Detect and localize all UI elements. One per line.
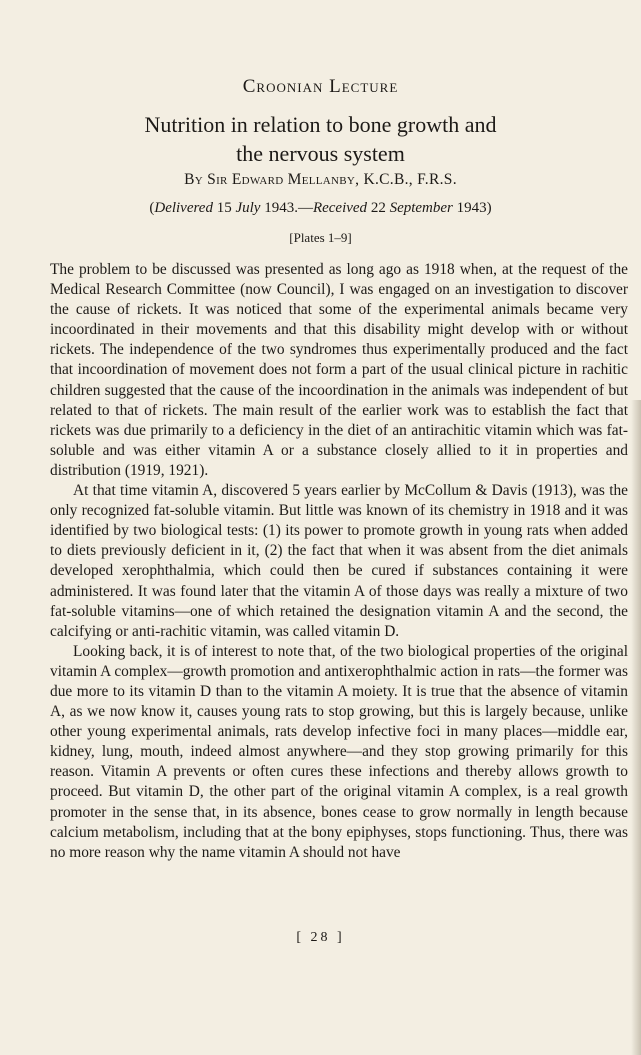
page-number: [ 28 ] — [296, 930, 345, 945]
body-paragraph-2: At that time vitamin A, discovered 5 years earlier by McCollum & Davis (1913), was the only recognized fat-soluble vitamin. But little was known of its chemistry in 1918 and it was identified by two biological tests: (1) its power to promote growth in young rats when added to diets previously deficient in it, (2) the fact that when it was absent from the diet animals developed xerophthalmia, which could then be cured if substances containing it were administered. It was found later that the vitamin A of those days was really a mixture of two fat-soluble vitamins—one of which retained the designation vitamin A and the second, the calcifying or anti-rachitic vitamin, was called vitamin D. — [50, 482, 628, 640]
body-paragraph-1: The problem to be discussed was presented as long ago as 1918 when, at the request of the Medical Research Committee (now Council), I was engaged on an investigation to discover the cause of rickets. It was noticed that some of the experimental animals became very incoordinated in their movements and that this disability might develop with or without rickets. The independence of the two syndromes thus experimentally produced and the fact that incoordination of movement does not form a part of the usual clinical picture in rachitic children suggested that the cause of the incoordination in the animals was independent of but related to that of rickets. The main result of the earlier work was to establish the fact that rickets was due primarily to a deficiency in the diet of an antirachitic vitamin which was fat-soluble and was either vitamin A or a substance closely allied to it in properties and distribution (1919, 1921). — [50, 261, 628, 479]
received-label: Received — [312, 200, 368, 216]
plates-note: [Plates 1–9] — [289, 230, 352, 245]
paren-open: ( — [149, 200, 155, 216]
article-body — [50, 260, 628, 863]
lecture-series-heading: Croonian Lecture — [242, 76, 399, 97]
article-title — [0, 110, 641, 168]
delivered-year: 1943.— — [260, 200, 313, 216]
article-title-line-2: the nervous system — [236, 141, 405, 166]
delivered-month: July — [235, 200, 261, 216]
delivered-day: 15 — [212, 200, 236, 216]
article-title-line-1: Nutrition in relation to bone growth and — [144, 112, 497, 137]
page-edge-shadow — [631, 400, 641, 1055]
body-paragraph-3: Looking back, it is of interest to note that, of the two biological properties of the original vitamin A complex—growth promotion and antixerophthalmic action in rats—the former was due more to its vitamin D than to the vitamin A moiety. It is true that the absence of vitamin A, as we now know it, causes young rats to stop growing, but this is largely because, unlike other young experimental animals, rats develop infective foci in many places—middle ear, kidney, lung, mouth, indeed almost anywhere—and they stop growing primarily for this reason. Vitamin A prevents or often cures these infections and thereby allows growth to proceed. But vitamin D, the other part of the original vitamin A complex, is a real growth promoter in the sense that, in its absence, bones cease to grow normally in length because calcium metabolism, including that at the bony epiphyses, stops functioning. Thus, there was no more reason why the name vitamin A should not have — [50, 642, 628, 861]
delivered-received-dates — [0, 200, 641, 217]
received-year: 1943) — [452, 200, 492, 216]
author-byline: By Sir Edward Mellanby, K.C.B., F.R.S. — [184, 171, 457, 188]
delivered-label: Delivered — [154, 200, 213, 216]
received-month: September — [389, 200, 453, 216]
received-day: 22 — [367, 200, 390, 216]
